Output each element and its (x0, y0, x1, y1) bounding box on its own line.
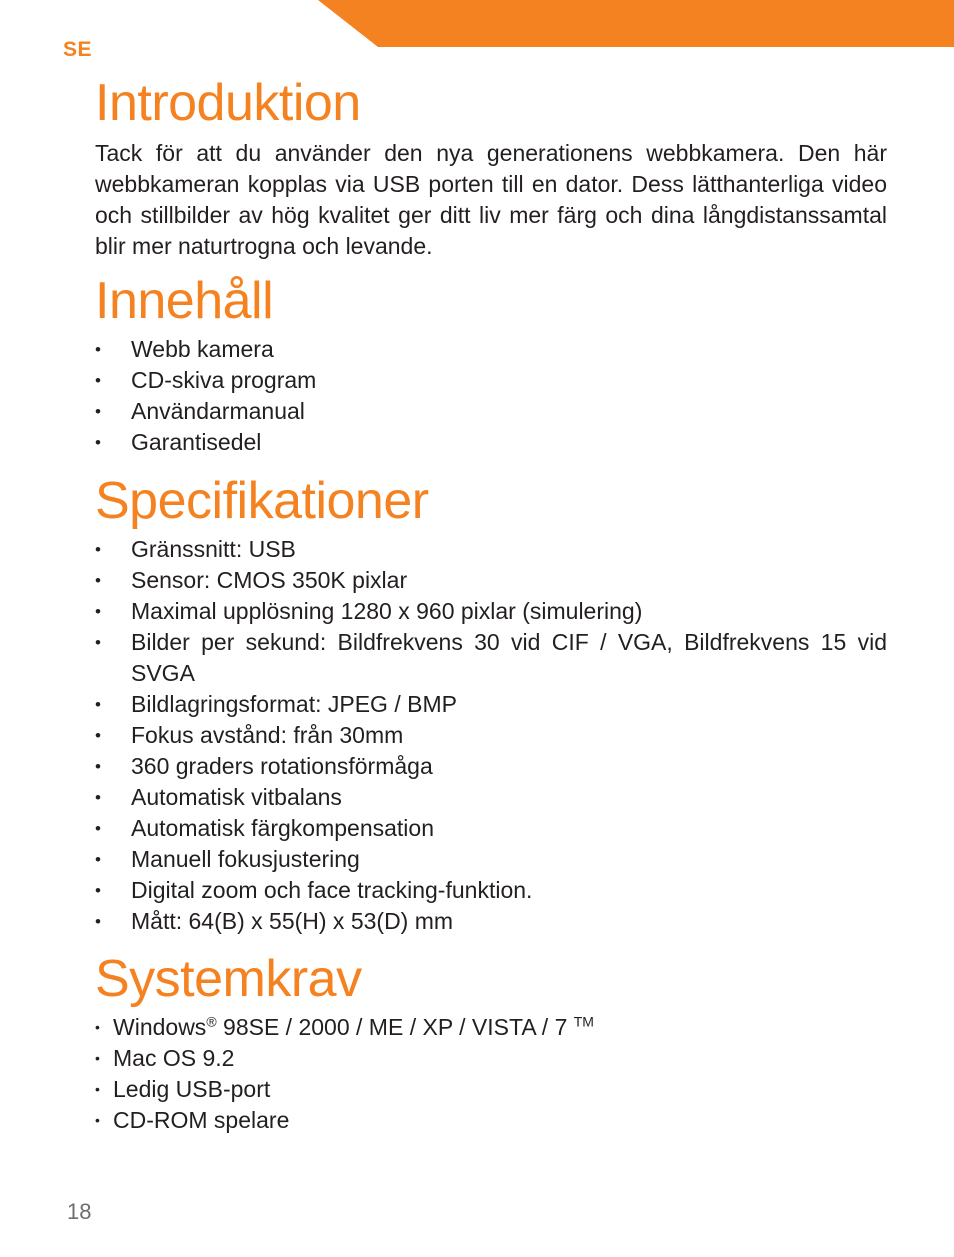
list-item: • Garantisedel (95, 429, 262, 455)
list-item: • Sensor: CMOS 350K pixlar (95, 567, 408, 593)
list-item: • CD-ROM spelare (95, 1107, 290, 1133)
list-item: • Bildlagringsformat: JPEG / BMP (95, 691, 457, 717)
list-item: • Fokus avstånd: från 30mm (95, 722, 404, 748)
list-item: • Automatisk vitbalans (95, 784, 342, 810)
system-list (95, 1012, 887, 1136)
intro-heading: Introduktion (95, 74, 361, 132)
page-number: 18 (67, 1199, 92, 1224)
list-item: • Windows® 98SE / 2000 / ME / XP / VISTA / 7 ™ (95, 1013, 594, 1040)
system-section (95, 948, 887, 1136)
list-item: • Automatisk färgkompensation (95, 815, 434, 841)
contents-heading: Innehåll (95, 272, 274, 330)
specs-heading: Specifikationer (95, 472, 429, 530)
intro-section (95, 72, 887, 262)
header-accent-tab (318, 0, 954, 47)
contents-list (95, 334, 887, 458)
contents-section (95, 270, 887, 458)
list-item: • Mac OS 9.2 (95, 1045, 235, 1071)
list-item: • 360 graders rotationsförmåga (95, 753, 433, 779)
list-item: • Webb kamera (95, 336, 274, 362)
list-item: • Digital zoom och face tracking-funktion. (95, 877, 533, 903)
list-item: • Mått: 64(B) x 55(H) x 53(D) mm (95, 908, 454, 934)
list-item: • Ledig USB-port (95, 1076, 271, 1102)
list-item: • CD-skiva program (95, 367, 317, 393)
language-label: SE (63, 38, 93, 61)
intro-paragraph: Tack för att du använder den nya generationens webbkamera. Den här webbkameran kopplas via USB porten till en dator. Dess lätthanterliga video och stillbilder av hög kvalitet ger ditt liv mer färg och dina långdistanssamtal blir mer naturtrogna och levande. (95, 140, 887, 259)
list-item: • Bilder per sekund: Bildfrekvens 30 vid CIF / VGA, Bildfrekvens 15 vid SVGA (95, 629, 887, 686)
specs-list (95, 534, 887, 937)
system-heading: Systemkrav (95, 950, 362, 1008)
list-item: • Maximal upplösning 1280 x 960 pixlar (simulering) (95, 598, 643, 624)
specs-section (95, 470, 887, 937)
list-item: • Gränssnitt: USB (95, 536, 296, 562)
list-item: • Användarmanual (95, 398, 305, 424)
list-item: • Manuell fokusjustering (95, 846, 360, 872)
